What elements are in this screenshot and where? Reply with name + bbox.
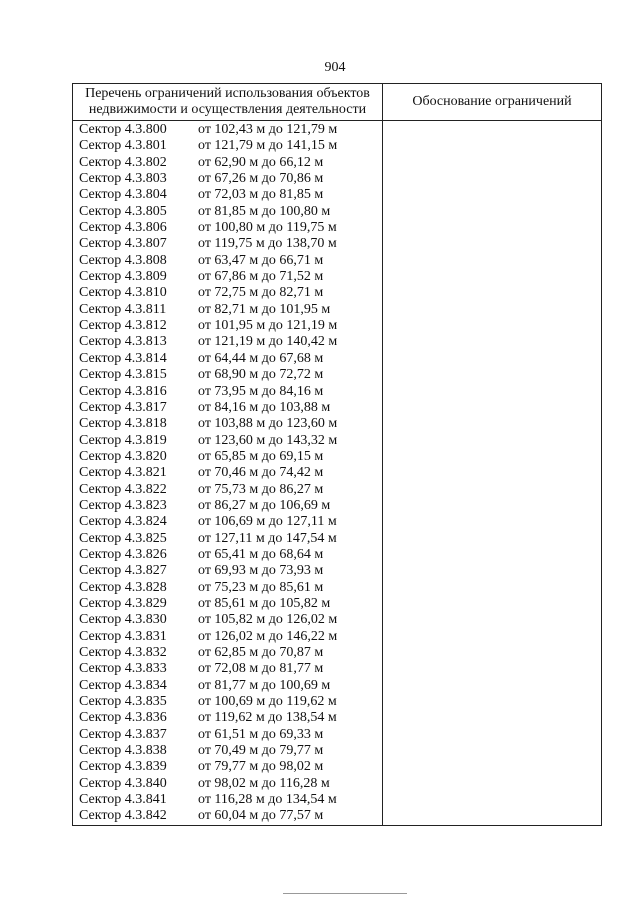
distance-range: от 68,90 м до 72,72 м [198,367,324,383]
distance-range: от 69,93 м до 73,93 м [198,563,324,579]
table-row [73,253,382,269]
distance-range: от 119,75 м до 138,70 м [198,236,337,252]
table-body [73,121,601,825]
table-row [73,645,382,661]
distance-range: от 100,69 м до 119,62 м [198,694,337,710]
sector-id: Сектор 4.3.808 [79,252,167,268]
table-row [73,596,382,612]
table-row [73,710,382,726]
distance-range: от 79,77 м до 98,02 м [198,759,324,775]
header-restrictions-line-1: Перечень ограничений использования объектов [85,86,370,101]
distance-range: от 123,60 м до 143,32 м [198,432,338,448]
sector-id: Сектор 4.3.815 [79,367,167,383]
table-row [73,334,382,350]
table-row [73,138,382,154]
distance-range: от 73,95 м до 84,16 м [198,383,324,399]
distance-range: от 75,73 м до 86,27 м [198,481,324,497]
distance-range: от 62,90 м до 66,12 м [198,154,324,170]
distance-range: от 72,08 м до 81,77 м [198,661,324,677]
table-row [73,285,382,301]
table-row [73,792,382,808]
sector-id: Сектор 4.3.811 [79,301,167,317]
table-row [73,171,382,187]
sector-id: Сектор 4.3.832 [79,645,167,660]
table-row [73,400,382,416]
distance-range: от 62,85 м до 70,87 м [198,645,324,660]
sector-id: Сектор 4.3.838 [79,743,167,759]
table-row [73,563,382,579]
distance-range: от 63,47 м до 66,71 м [198,252,324,268]
sector-id: Сектор 4.3.810 [79,285,167,301]
sector-id: Сектор 4.3.813 [79,334,167,350]
table-header [73,84,601,121]
table-row [73,269,382,285]
distance-range: от 98,02 м до 116,28 м [198,775,330,791]
sector-id: Сектор 4.3.812 [79,318,167,334]
sector-id: Сектор 4.3.828 [79,579,167,595]
sector-id: Сектор 4.3.835 [79,694,167,710]
table-row [73,808,382,824]
sector-id: Сектор 4.3.837 [79,726,167,742]
table-row [73,580,382,596]
table-row [73,694,382,710]
table-row [73,514,382,530]
distance-range: от 101,95 м до 121,19 м [198,318,338,334]
distance-range: от 81,85 м до 100,80 м [198,203,331,219]
sector-id: Сектор 4.3.826 [79,546,167,562]
distance-range: от 82,71 м до 101,95 м [198,301,331,317]
table-row [73,433,382,449]
table-row [73,318,382,334]
distance-range: от 119,62 м до 138,54 м [198,710,337,726]
sector-id: Сектор 4.3.819 [79,432,167,448]
sector-id: Сектор 4.3.814 [79,350,167,366]
distance-range: от 106,69 м до 127,11 м [198,514,337,530]
sector-id: Сектор 4.3.831 [79,628,167,644]
table-row [73,236,382,252]
table-row [73,155,382,171]
sector-id: Сектор 4.3.833 [79,661,167,677]
sector-id: Сектор 4.3.824 [79,514,167,530]
restrictions-column [73,121,383,825]
table-row [73,547,382,563]
sector-id: Сектор 4.3.816 [79,383,167,399]
footer-divider [283,893,407,894]
distance-range: от 84,16 м до 103,88 м [198,399,331,415]
sector-id: Сектор 4.3.804 [79,187,167,203]
distance-range: от 72,03 м до 81,85 м [198,187,324,203]
table-row [73,776,382,792]
distance-range: от 81,77 м до 100,69 м [198,677,331,693]
table-row [73,416,382,432]
distance-range: от 67,26 м до 70,86 м [198,171,324,187]
distance-range: от 72,75 м до 82,71 м [198,285,324,301]
distance-range: от 70,46 м до 74,42 м [198,465,324,481]
table-row [73,743,382,759]
distance-range: от 61,51 м до 69,33 м [198,726,324,742]
distance-range: от 103,88 м до 123,60 м [198,416,338,432]
sector-id: Сектор 4.3.818 [79,416,167,432]
sector-id: Сектор 4.3.840 [79,775,167,791]
distance-range: от 86,27 м до 106,69 м [198,497,331,513]
distance-range: от 65,41 м до 68,64 м [198,546,324,562]
table-row [73,661,382,677]
sector-id: Сектор 4.3.809 [79,269,167,285]
header-restrictions-line-2: недвижимости и осуществления деятельности [88,102,367,117]
sector-id: Сектор 4.3.807 [79,236,167,252]
table-row [73,482,382,498]
distance-range: от 127,11 м до 147,54 м [198,530,337,546]
sector-id: Сектор 4.3.806 [79,220,167,236]
table-row [73,678,382,694]
distance-range: от 116,28 м до 134,54 м [198,792,337,808]
distance-range: от 121,79 м до 141,15 м [198,138,338,154]
justification-column [383,121,601,825]
table-row [73,384,382,400]
sector-id: Сектор 4.3.822 [79,481,167,497]
table-row [73,220,382,236]
table-row [73,727,382,743]
sector-id: Сектор 4.3.820 [79,448,167,464]
header-justification: Обоснование ограничений [412,94,572,109]
sector-id: Сектор 4.3.802 [79,154,167,170]
header-restrictions-list [73,84,383,120]
table-row [73,629,382,645]
distance-range: от 100,80 м до 119,75 м [198,220,337,236]
table-row [73,122,382,138]
distance-range: от 70,49 м до 79,77 м [198,743,324,759]
table-row [73,498,382,514]
sector-id: Сектор 4.3.823 [79,497,167,513]
distance-range: от 67,86 м до 71,52 м [198,269,324,285]
sector-id: Сектор 4.3.830 [79,612,167,628]
sector-id: Сектор 4.3.800 [79,122,167,137]
sector-id: Сектор 4.3.805 [79,203,167,219]
sector-id: Сектор 4.3.839 [79,759,167,775]
distance-range: от 102,43 м до 121,79 м [198,122,338,137]
table-row [73,612,382,628]
distance-range: от 60,04 м до 77,57 м [198,808,324,824]
sector-id: Сектор 4.3.821 [79,465,167,481]
table-row [73,449,382,465]
distance-range: от 121,19 м до 140,42 м [198,334,338,350]
table-row [73,531,382,547]
distance-range: от 75,23 м до 85,61 м [198,579,324,595]
sector-id: Сектор 4.3.834 [79,677,167,693]
sector-id: Сектор 4.3.841 [79,792,167,808]
sector-id: Сектор 4.3.817 [79,399,167,415]
table-row [73,187,382,203]
table-row [73,302,382,318]
table-row [73,759,382,775]
sector-id: Сектор 4.3.825 [79,530,167,546]
sector-id: Сектор 4.3.803 [79,171,167,187]
distance-range: от 105,82 м до 126,02 м [198,612,338,628]
sector-id: Сектор 4.3.801 [79,138,167,154]
table-row [73,351,382,367]
sector-id: Сектор 4.3.836 [79,710,167,726]
page-number: 904 [324,60,346,75]
distance-range: от 64,44 м до 67,68 м [198,350,324,366]
table-row [73,367,382,383]
sector-id: Сектор 4.3.827 [79,563,167,579]
distance-range: от 65,85 м до 69,15 м [198,448,324,464]
distance-range: от 85,61 м до 105,82 м [198,595,331,611]
sector-id: Сектор 4.3.842 [79,808,167,824]
restrictions-table [72,83,602,826]
sector-id: Сектор 4.3.829 [79,595,167,611]
table-row [73,204,382,220]
distance-range: от 126,02 м до 146,22 м [198,628,338,644]
table-row [73,465,382,481]
